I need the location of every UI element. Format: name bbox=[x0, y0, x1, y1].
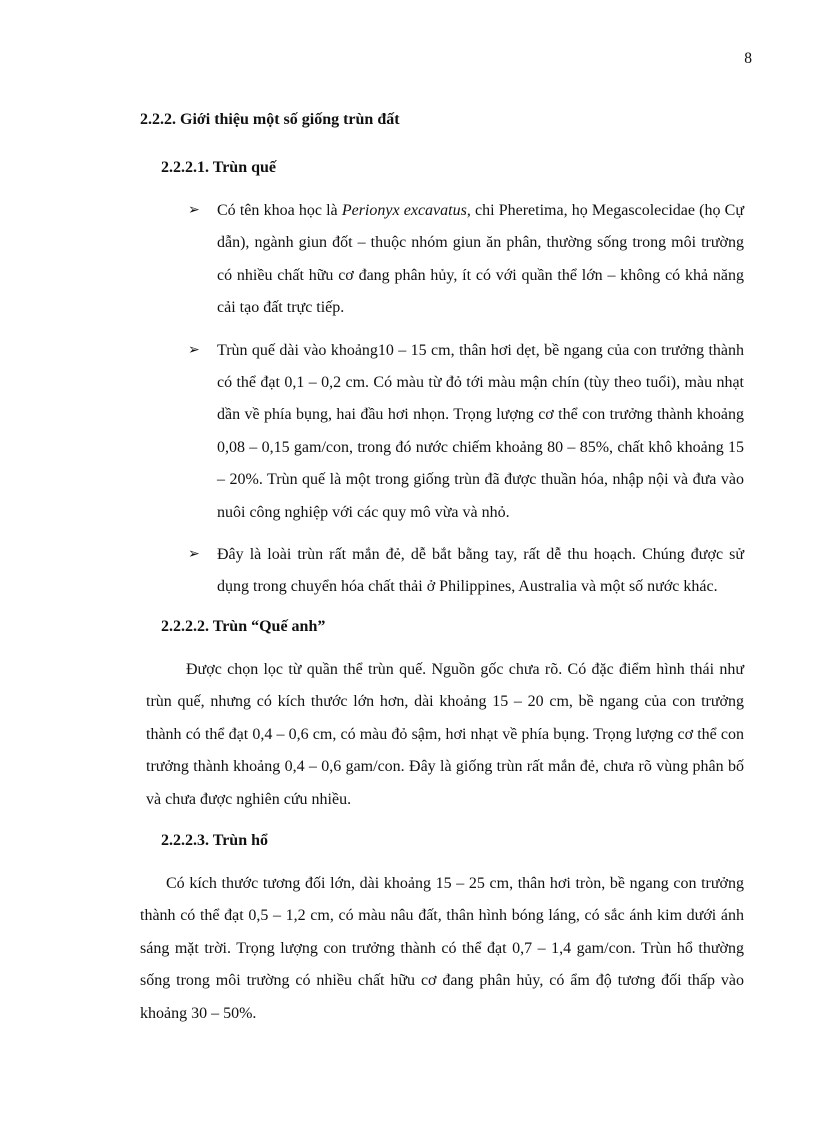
bullet-item bbox=[140, 195, 744, 325]
bullet-item bbox=[140, 335, 744, 529]
arrow-bullet-icon: ➢ bbox=[188, 547, 200, 563]
arrow-bullet-icon: ➢ bbox=[188, 203, 200, 218]
paragraph-text: Được chọn lọc từ quần thể trùn quế. Nguồn gốc chưa rõ. Có đặc điểm hình thái như trùn quế, nhưng có kích thước lớn hơn, dài khoảng 15 – 20 cm, bề ngang của con trưởng thành có thể đạt 0,4 – 0,6 cm, có màu đỏ sậm, hơi nhạt về phía bụng. Trọng lượng cơ thể con trưởng thành khoảng 0,4 – 0,6 gam/con. Đây là giống trùn rất mắn đẻ, chưa rõ vùng phân bố và chưa được nghiên cứu nhiều. bbox=[146, 660, 744, 808]
scientific-name: Perionyx excavatus bbox=[341, 202, 467, 219]
section-heading: 2.2.2. Giới thiệu một số giống trùn đất bbox=[140, 111, 400, 128]
arrow-bullet-icon: ➢ bbox=[188, 342, 200, 358]
bullet-text-pre: Có tên khoa học là bbox=[217, 202, 342, 219]
bullet-text: Đây là loài trùn rất mắn đẻ, dễ bắt bằng tay, rất dễ thu hoạch. Chúng được sử dụng trong chuyển hóa chất thải ở Philippines, Australia và một số nước khác. bbox=[217, 546, 744, 596]
bullet-text: Trùn quế dài vào khoảng10 – 15 cm, thân hơi dẹt, bề ngang của con trưởng thành có thể đạt 0,1 – 0,2 cm. Có màu từ đỏ tới màu mận chín (tùy theo tuổi), màu nhạt dần về phía bụng, hai đầu hơi nhọn. Trọng lượng cơ thể con trưởng thành khoảng 0,08 – 0,15 gam/con, trong đó nước chiếm khoảng 80 – 85%, chất khô khoảng 15 – 20%. Trùn quế là một trong giống trùn đã được thuần hóa, nhập nội và đưa vào nuôi công nghiệp với các quy mô vừa và nhỏ. bbox=[217, 341, 744, 521]
document-body bbox=[140, 107, 744, 1030]
bullet-item bbox=[140, 539, 744, 604]
subsection-heading-trun-que-anh: 2.2.2.2. Trùn “Quế anh” bbox=[161, 617, 326, 635]
paragraph-trun-que-anh bbox=[140, 654, 744, 816]
bullet-text-post: , chi Pheretima, họ Megascolecidae (họ Cự dẫn), ngành giun đốt – thuộc nhóm giun ăn phân, thường sống trong môi trường có nhiều chất hữu cơ đang phân hủy, ít có với quần thể lớn – không có khả năng cải tạo đất trực tiếp. bbox=[217, 202, 744, 317]
subsection-heading-trun-ho: 2.2.2.3. Trùn hổ bbox=[161, 831, 268, 849]
bullet-list-trun-que bbox=[140, 195, 744, 604]
paragraph-trun-ho bbox=[140, 868, 744, 1030]
paragraph-text: Có kích thước tương đối lớn, dài khoảng 15 – 25 cm, thân hơi tròn, bề ngang con trưởng thành có thể đạt 0,5 – 1,2 cm, có màu nâu đất, thân hình bóng láng, có sắc ánh kim dưới ánh sáng mặt trời. Trọng lượng con trưởng thành có thể đạt 0,7 – 1,4 gam/con. Trùn hổ thường sống trong môi trường có nhiều chất hữu cơ đang phân hủy, có ẩm độ tương đối thấp vào khoảng 30 – 50%. bbox=[140, 874, 744, 1022]
subsection-heading-trun-que: 2.2.2.1. Trùn quế bbox=[161, 159, 276, 176]
page-number: 8 bbox=[744, 50, 752, 67]
